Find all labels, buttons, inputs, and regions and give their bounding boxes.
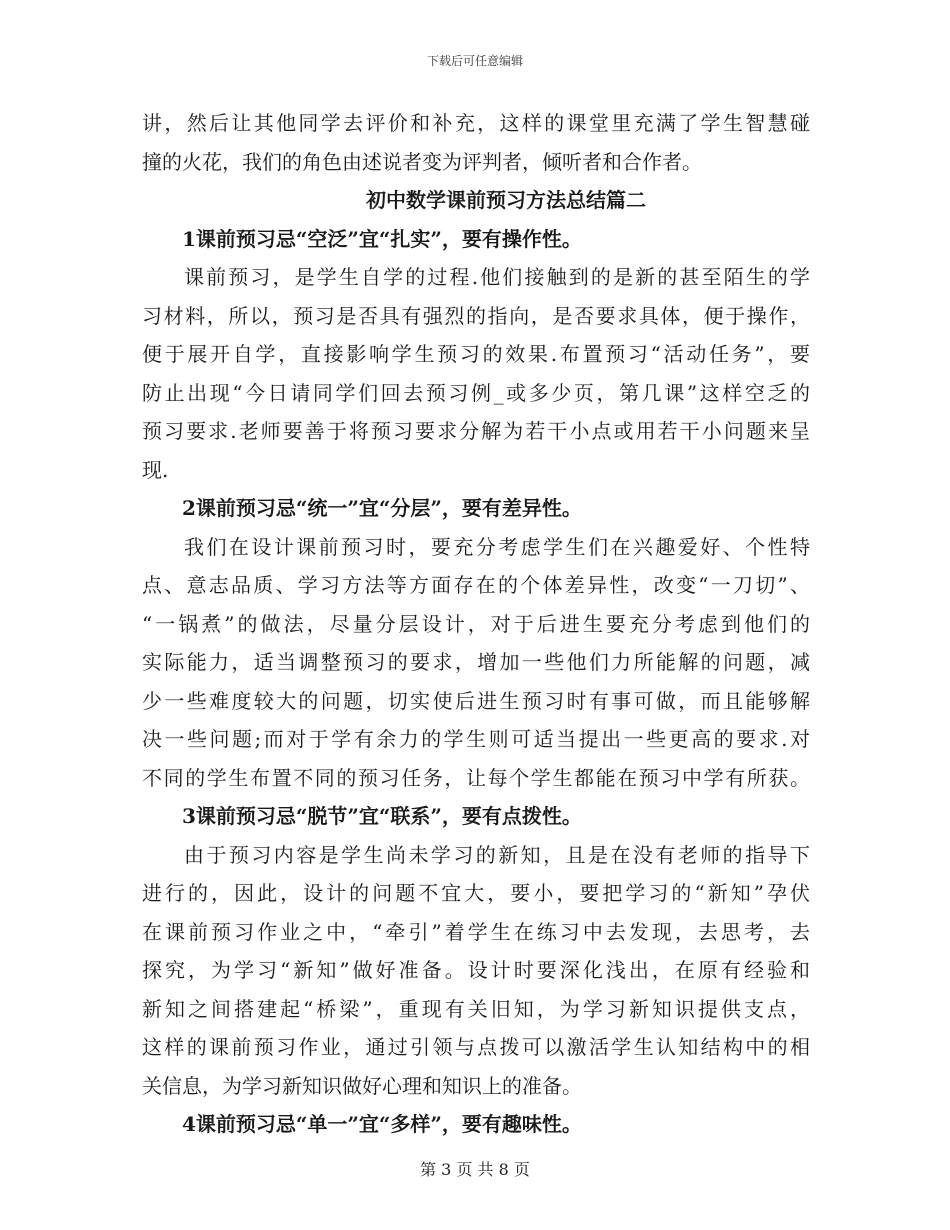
paragraph-line: 决一些问题;而对于学有余力的学生则可适当提出一些更高的要求.对 <box>142 727 810 751</box>
paragraph-line: 讲，然后让其他同学去评价和补充，这样的课堂里充满了学生智慧碰 <box>142 111 810 135</box>
paragraph-line: “一锅煮”的做法，尽量分层设计，对于后进生要充分考虑到他们的 <box>142 611 810 636</box>
subheading-2: 2课前预习忌“统一”宜“分层”，要有差异性。 <box>182 496 582 520</box>
paragraph-line: 课前预习，是学生自学的过程.他们接触到的是新的甚至陌生的学 <box>184 265 810 289</box>
paragraph-line: 防止出现“今日请同学们回去预习例_或多少页，第几课”这样空乏的 <box>142 380 810 405</box>
paragraph-line: 不同的学生布置不同的预习任务，让每个学生都能在预习中学有所获。 <box>142 765 810 790</box>
paragraph-line: 在课前预习作业之中，“牵引”着学生在练习中去发现，去思考，去 <box>142 919 810 944</box>
header-note: 下载后可任意编辑 <box>426 54 523 68</box>
paragraph-line: 新知之间搭建起“桥梁”，重现有关旧知，为学习新知识提供支点， <box>142 996 810 1021</box>
paragraph-line: 点、意志品质、学习方法等方面存在的个体差异性，改变“一刀切”、 <box>142 573 810 597</box>
subheading-1: 1课前预习忌“空泛”宜“扎实”，要有操作性。 <box>182 226 582 251</box>
paragraph-line: 我们在设计课前预习时，要充分考虑学生们在兴趣爱好、个性特 <box>184 534 810 559</box>
paragraph-line: 习材料，所以，预习是否具有强烈的指向，是否要求具体，便于操作， <box>142 303 810 328</box>
section-title: 初中数学课前预习方法总结篇二 <box>366 188 646 212</box>
paragraph-line: 这样的课前预习作业，通过引领与点拨可以激活学生认知结构中的相 <box>142 1035 810 1059</box>
paragraph-line: 预习要求.老师要善于将预习要求分解为若干小点或用若干小问题来呈 <box>142 419 810 443</box>
document-body <box>142 104 810 1144</box>
page-number: 第 3 页 共 8 页 <box>420 1160 530 1179</box>
paragraph-line: 便于展开自学，直接影响学生预习的效果.布置预习“活动任务”，要 <box>142 342 810 366</box>
subheading-3: 3课前预习忌“脱节”宜“联系”，要有点拨性。 <box>182 804 582 828</box>
paragraph-line: 由于预习内容是学生尚未学习的新知，且是在没有老师的指导下 <box>184 842 810 867</box>
paragraph-line: 现. <box>142 457 169 482</box>
paragraph-line: 少一些难度较大的问题，切实使后进生预习时有事可做，而且能够解 <box>142 688 810 713</box>
paragraph-line: 实际能力，适当调整预习的要求，增加一些他们力所能解的问题，减 <box>142 650 810 674</box>
paragraph-line: 进行的，因此，设计的问题不宜大，要小，要把学习的“新知”孕伏 <box>142 881 810 905</box>
paragraph-line: 撞的火花，我们的角色由述说者变为评判者，倾听者和合作者。 <box>142 149 702 174</box>
subheading-4: 4课前预习忌“单一”宜“多样”，要有趣味性。 <box>182 1112 582 1136</box>
paragraph-line: 探究，为学习“新知”做好准备。设计时要深化浅出，在原有经验和 <box>142 958 810 982</box>
paragraph-line: 关信息，为学习新知识做好心理和知识上的准备。 <box>142 1073 582 1098</box>
